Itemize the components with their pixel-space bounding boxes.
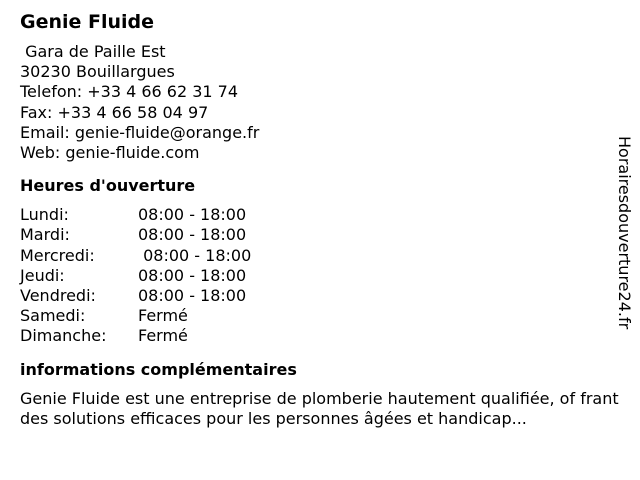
day-hours: 08:00 - 18:00	[138, 265, 247, 285]
business-description: Genie Fluide est une entreprise de plomberie hautement qualifiée, of frant des solutions efficaces pour les personnes âgées et handicap...	[20, 388, 619, 429]
address-line-2: 30230 Bouillargues	[20, 62, 175, 82]
business-card	[20, 10, 620, 430]
day-hours: 08:00 - 18:00	[138, 286, 247, 306]
day-label: Mercredi:	[20, 245, 95, 265]
opening-hours-title: Heures d'ouverture	[20, 176, 196, 196]
fax: Fax: +33 4 66 58 04 97	[20, 102, 209, 122]
day-label: Jeudi:	[20, 265, 65, 285]
address-line-1: Gara de Paille Est	[20, 42, 166, 61]
day-label: Samedi:	[20, 306, 86, 326]
hours-row-monday	[20, 205, 620, 225]
day-hours: 08:00 - 18:00	[138, 225, 247, 245]
hours-row-sunday	[20, 326, 620, 346]
hours-row-thursday	[20, 266, 620, 286]
phone: Telefon: +33 4 66 62 31 74	[20, 82, 239, 102]
hours-row-saturday	[20, 306, 620, 326]
day-hours: Fermé	[138, 306, 188, 326]
hours-row-friday	[20, 286, 620, 306]
email: Email: genie-fluide@orange.fr	[20, 122, 260, 142]
day-label: Lundi:	[20, 205, 69, 225]
hours-row-wednesday	[20, 246, 620, 266]
day-hours: 08:00 - 18:00	[138, 245, 252, 265]
day-hours: 08:00 - 18:00	[138, 205, 247, 225]
contact-block	[20, 42, 620, 163]
hours-row-tuesday	[20, 225, 620, 245]
day-label: Vendredi:	[20, 286, 96, 306]
day-label: Dimanche:	[20, 326, 107, 346]
additional-info-title: informations complémentaires	[20, 359, 297, 379]
business-name: Genie Fluide	[20, 11, 155, 33]
day-label: Mardi:	[20, 225, 70, 245]
day-hours: Fermé	[138, 326, 188, 346]
website: Web: genie-fluide.com	[20, 143, 200, 163]
site-watermark: Horairesdouverture24.fr	[615, 136, 634, 330]
opening-hours-table	[20, 205, 620, 346]
